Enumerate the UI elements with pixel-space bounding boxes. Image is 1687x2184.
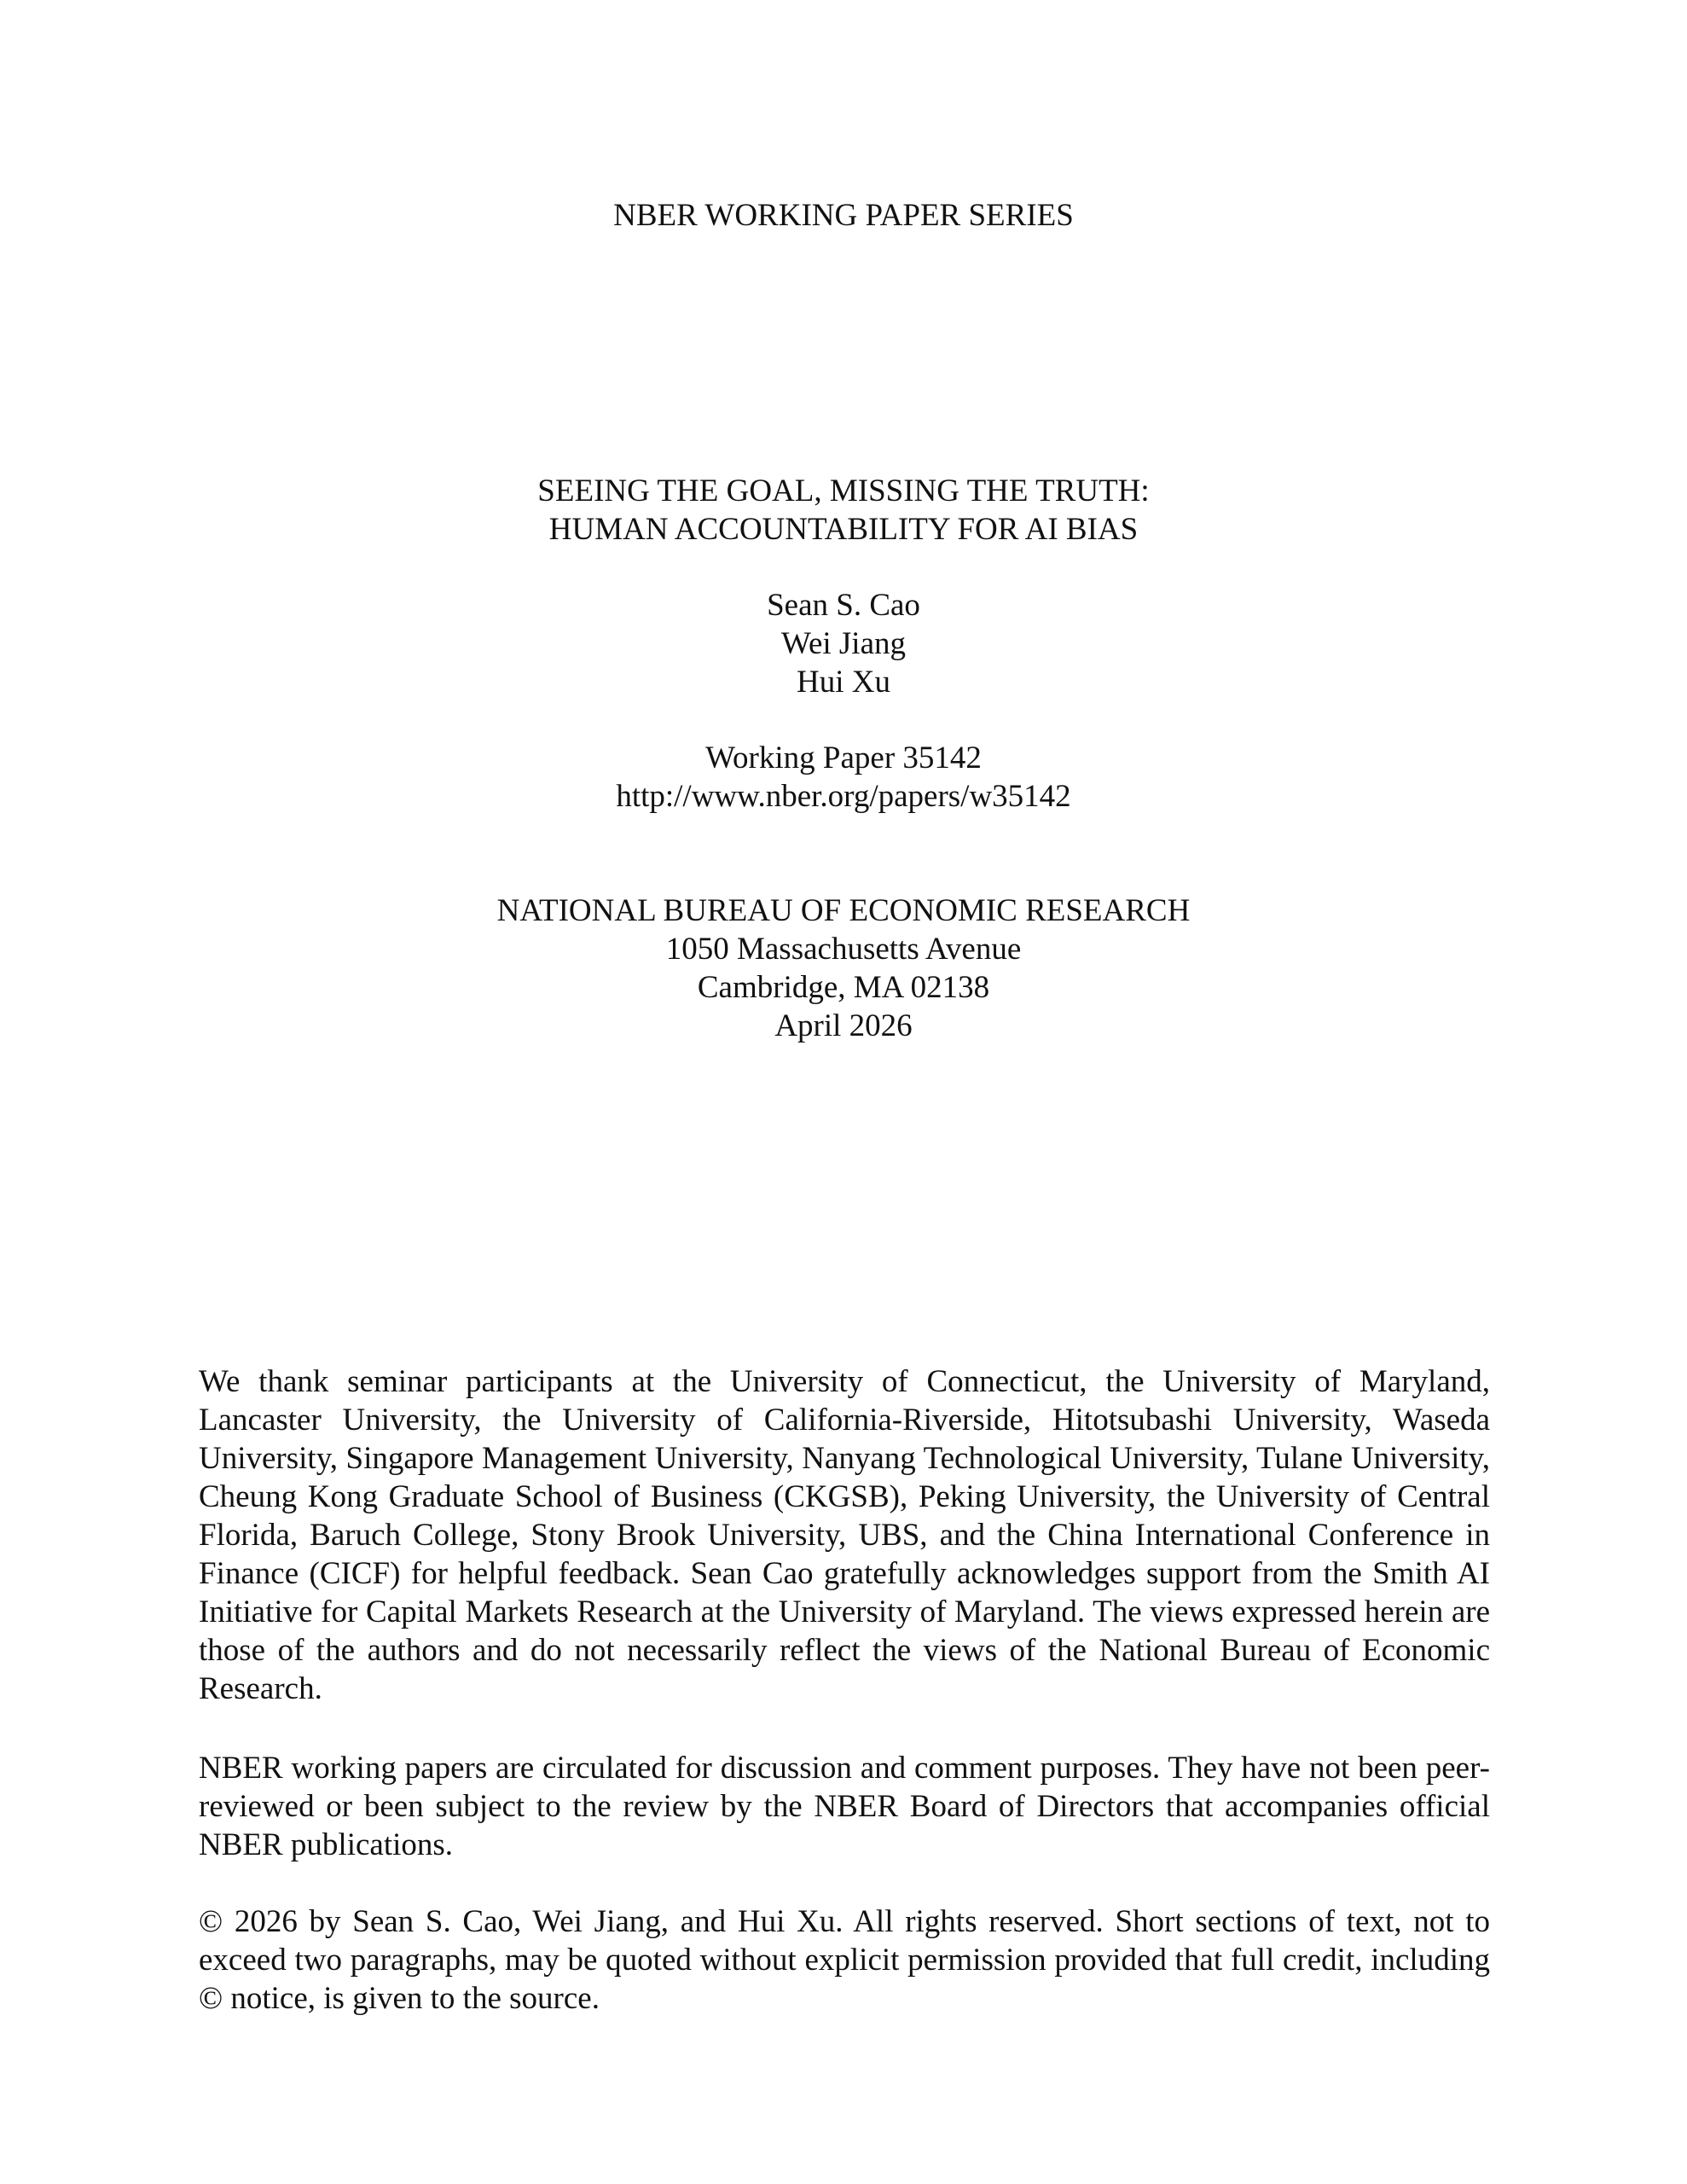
publication-date: April 2026 xyxy=(774,1008,913,1043)
working-paper-number: Working Paper 35142 xyxy=(705,741,982,775)
disclaimer-paragraph: NBER working papers are circulated for discussion and comment purposes. They have not been peer-reviewed or been subject to the review by the NBER Board of Directors that accompanies official NBER publications. xyxy=(199,1751,1490,1862)
series-heading: NBER WORKING PAPER SERIES xyxy=(613,198,1074,233)
organization-name: NATIONAL BUREAU OF ECONOMIC RESEARCH xyxy=(496,893,1191,928)
paper-title xyxy=(0,472,1687,549)
author-name: Hui Xu xyxy=(797,665,890,700)
working-paper-info xyxy=(0,739,1687,816)
copyright-paragraph: © 2026 by Sean S. Cao, Wei Jiang, and Hui Xu. All rights reserved. Short sections of text, not to exceed two paragraphs, may be quoted without explicit permission provided that full credit, including © notice, is given to the source. xyxy=(199,1904,1490,2016)
paper-url-link[interactable]: http://www.nber.org/papers/w35142 xyxy=(616,779,1071,814)
author-name: Wei Jiang xyxy=(780,626,906,661)
title-line-2: HUMAN ACCOUNTABILITY FOR AI BIAS xyxy=(548,512,1139,547)
author-list xyxy=(0,586,1687,701)
acknowledgments-paragraph: We thank seminar participants at the University of Connecticut, the University of Maryland, Lancaster University, the University of California-Riverside, Hitotsubashi University, Waseda University, Singapore Management University, Nanyang Technological University, Tulane University, Cheung Kong Graduate School of Business (CKGSB), Peking University, the University of Central Florida, Baruch College, Stony Brook University, UBS, and the China International Conference in Finance (CICF) for helpful feedback. Sean Cao gratefully acknowledges support from the Smith AI Initiative for Capital Markets Research at the University of Maryland. The views expressed herein are those of the authors and do not necessarily reflect the views of the National Bureau of Economic Research. xyxy=(199,1364,1490,1706)
author-name: Sean S. Cao xyxy=(767,588,920,623)
title-line-1: SEEING THE GOAL, MISSING THE TRUTH: xyxy=(537,473,1150,508)
organization-address-street: 1050 Massachusetts Avenue xyxy=(665,932,1022,967)
organization-block xyxy=(0,892,1687,1045)
organization-address-city: Cambridge, MA 02138 xyxy=(697,970,990,1005)
